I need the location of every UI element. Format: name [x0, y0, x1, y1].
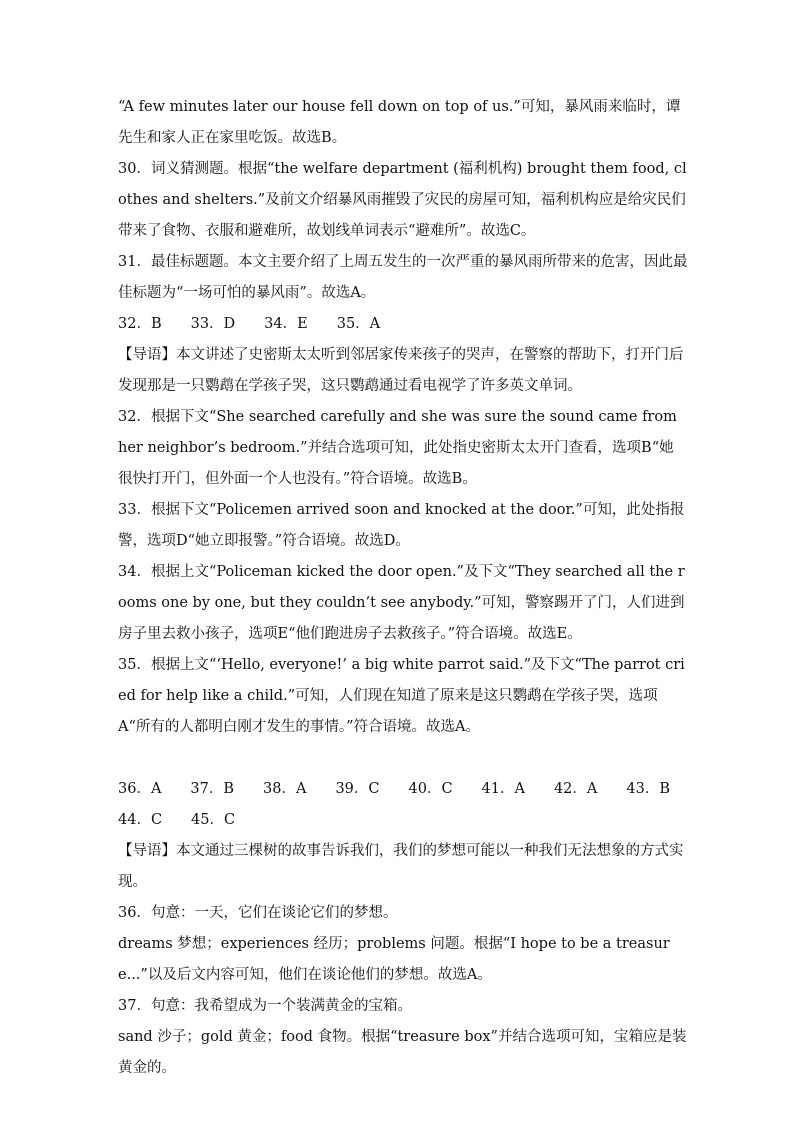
paragraph-29-conclusion: “A few minutes later our house fell down on top of us.”可知，暴风雨来临时，谭先生和家人正在家里吃饭。故选B。 — [118, 99, 681, 146]
blank-line — [118, 743, 688, 774]
paragraph-34-explanation: 34．根据上文“Policeman kicked the door open.”及下文“They searched all the rooms one by one, but they couldn’t see anybody.”可知，警察踢开了门，人们进到房子里去救小孩子，选项E“他们跑进房子去救孩子。”符合语境。故选E。 — [118, 564, 685, 642]
paragraph-31-explanation: 31．最佳标题题。本文主要介绍了上周五发生的一次严重的暴风雨所带来的危害，因此最佳标题为“一场可怕的暴风雨”。故选A。 — [118, 254, 688, 301]
paragraph-36-sentence: 36．句意：一天，它们在谈论它们的梦想。 — [118, 905, 398, 921]
intro-passage-32-35: 【导语】本文讲述了史密斯太太听到邻居家传来孩子的哭声，在警察的帮助下，打开门后发现那是一只鹦鹉在学孩子哭，这只鹦鹉通过看电视学了许多英文单词。 — [118, 347, 684, 394]
paragraph-37-sentence: 37．句意：我希望成为一个装满黄金的宝箱。 — [118, 998, 412, 1014]
answer-key-32-35: 32．B 33．D 34．E 35．A — [118, 316, 381, 332]
paragraph-37-explanation: sand 沙子；gold 黄金；food 食物。根据“treasure box”并结合选项可知，宝箱应是装黄金的。 — [118, 1029, 687, 1076]
intro-passage-36-45: 【导语】本文通过三棵树的故事告诉我们，我们的梦想可能以一种我们无法想象的方式实现。 — [118, 843, 684, 890]
paragraph-33-explanation: 33．根据下文“Policemen arrived soon and knocked at the door.”可知，此处指报警，选项D“她立即报警。”符合语境。故选D。 — [118, 502, 685, 549]
paragraph-36-explanation: dreams 梦想；experiences 经历；problems 问题。根据“I hope to be a treasure...”以及后文内容可知，他们在谈论他们的梦想。故选A。 — [118, 936, 670, 983]
answer-key-36-45: 36．A 37．B 38．A 39．C 40．C 41．A 42．A 43．B 44．C 45．C — [118, 781, 699, 828]
paragraph-35-explanation: 35．根据上文“‘Hello, everyone!’ a big white parrot said.”及下文“The parrot cried for help like a child.”可知，人们现在知道了原来是这只鹦鹉在学孩子哭，选项A“所有的人都明白刚才发生的事情。”符合语境。故选A。 — [118, 657, 685, 735]
paragraph-32-explanation: 32．根据下文“She searched carefully and she was sure the sound came from her neighbor’s bedroom.”并结合选项可知，此处指史密斯太太开门查看，选项B“她很快打开门，但外面一个人也没有。”符合语境。故选B。 — [118, 409, 677, 487]
paragraph-30-explanation: 30．词义猜测题。根据“the welfare department (福利机构) brought them food, clothes and shelters.”及前文介绍暴风雨摧毁了灾民的房屋可知，福利机构应是给灾民们带来了食物、衣服和避难所，故划线单词表示“避难所”。故选C。 — [118, 161, 687, 239]
document-body — [118, 92, 699, 1084]
